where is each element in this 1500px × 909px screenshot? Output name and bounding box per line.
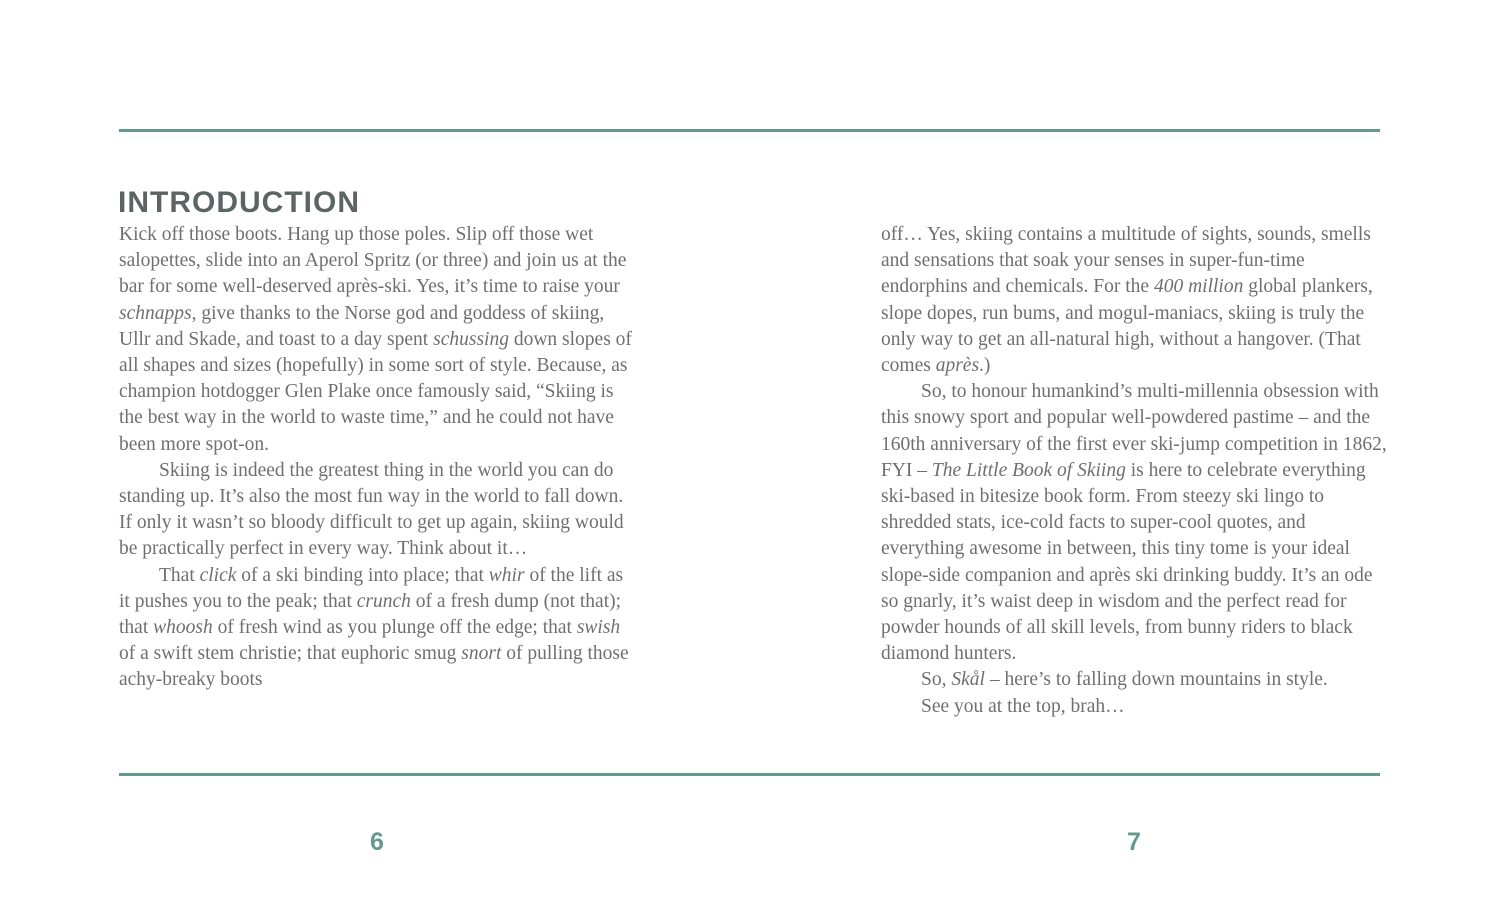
text-run: global plankers, slope dopes, run bums, and mogul-maniacs, skiing is truly the only way to get an all-natural high, without a hangover. (That comes [881,276,1373,377]
italic-text-run: snort [461,643,502,665]
text-run: of fresh wind as you plunge off the edge; that [212,617,577,639]
text-run: Kick off those boots. Hang up those poles. Slip off those wet salopettes, slide into an Aperol Spritz (or three) and join us at the bar for some well-deserved après-ski. Yes, it’s time to raise your [119,224,627,298]
text-run: is here to celebrate everything ski-based in bitesize book form. From steezy ski lingo to shredded stats, ice-cold facts to super-cool quotes, and everything awesome in between, this tiny tome is your ideal slope-side companion and après ski drinking buddy. It’s an ode so gnarly, it’s waist deep in wisdom and the perfect read for powder hounds of all skill levels, from bunny riders to black diamond hunters. [881,459,1373,665]
left-page-number: 6 [370,828,384,856]
text-run: of pulling those achy-breaky boots [119,643,629,691]
paragraph [881,379,1387,667]
italic-text-run: Skål [951,669,985,691]
chapter-heading: INTRODUCTION [118,186,360,220]
text-run: See you at the top, brah… [921,695,1125,717]
text-run: , give thanks to the Norse god and goddess of skiing, Ullr and Skade, and toast to a day spent [119,302,605,350]
italic-text-run: schnapps [119,302,192,324]
text-run: down slopes of all shapes and sizes (hopefully) in some sort of style. Because, as champion hotdogger Glen Plake once famously said, “Skiing is the best way in the world to waste time,” and he could not have been more spot-on. [119,328,632,455]
paragraph [881,222,1387,379]
italic-text-run: crunch [356,590,411,612]
text-run: .) [979,355,991,377]
text-run: So, [921,669,952,691]
text-run: of a fresh dump (not that); that [119,590,622,639]
paragraph [119,563,635,694]
top-rule-divider [119,129,1380,132]
text-run: So, to honour humankind’s multi-millennia obsession with this snowy sport and popular well-powdered pastime – and the 160th anniversary of the first ever ski-jump competition in 1862, FYI – [881,381,1387,481]
italic-text-run: schussing [433,328,509,350]
italic-text-run: click [199,564,237,586]
bottom-rule-divider [119,773,1380,776]
text-run: of a swift stem christie; that euphoric smug [119,643,462,665]
text-run: That [159,564,200,586]
italic-text-run: whoosh [153,617,213,639]
right-page-number: 7 [1127,828,1141,856]
left-page-text-column [119,222,635,694]
italic-text-run: 400 million [1153,276,1244,298]
italic-text-run: whir [488,564,525,586]
paragraph [119,458,635,563]
italic-text-run: swish [576,617,621,639]
text-run: of a ski binding into place; that [236,564,489,586]
text-run: of the lift as it pushes you to the peak; that [119,564,624,612]
text-run: – here’s to falling down mountains in style. [984,669,1328,691]
italic-text-run: The Little Book of Skiing [931,459,1126,481]
right-page-text-column [881,222,1387,720]
italic-text-run: après [935,355,980,377]
paragraph [881,667,1387,693]
text-run: off… Yes, skiing contains a multitude of sights, sounds, smells and sensations that soak your senses in super-fun-time endorphins and chemicals. For the [881,224,1371,298]
paragraph [119,222,635,458]
paragraph [881,694,1387,720]
text-run: Skiing is indeed the greatest thing in the world you can do standing up. It’s also the most fun way in the world to fall down. If only it wasn’t so bloody difficult to get up again, skiing would be practically perfect in every way. Think about it… [119,459,624,560]
